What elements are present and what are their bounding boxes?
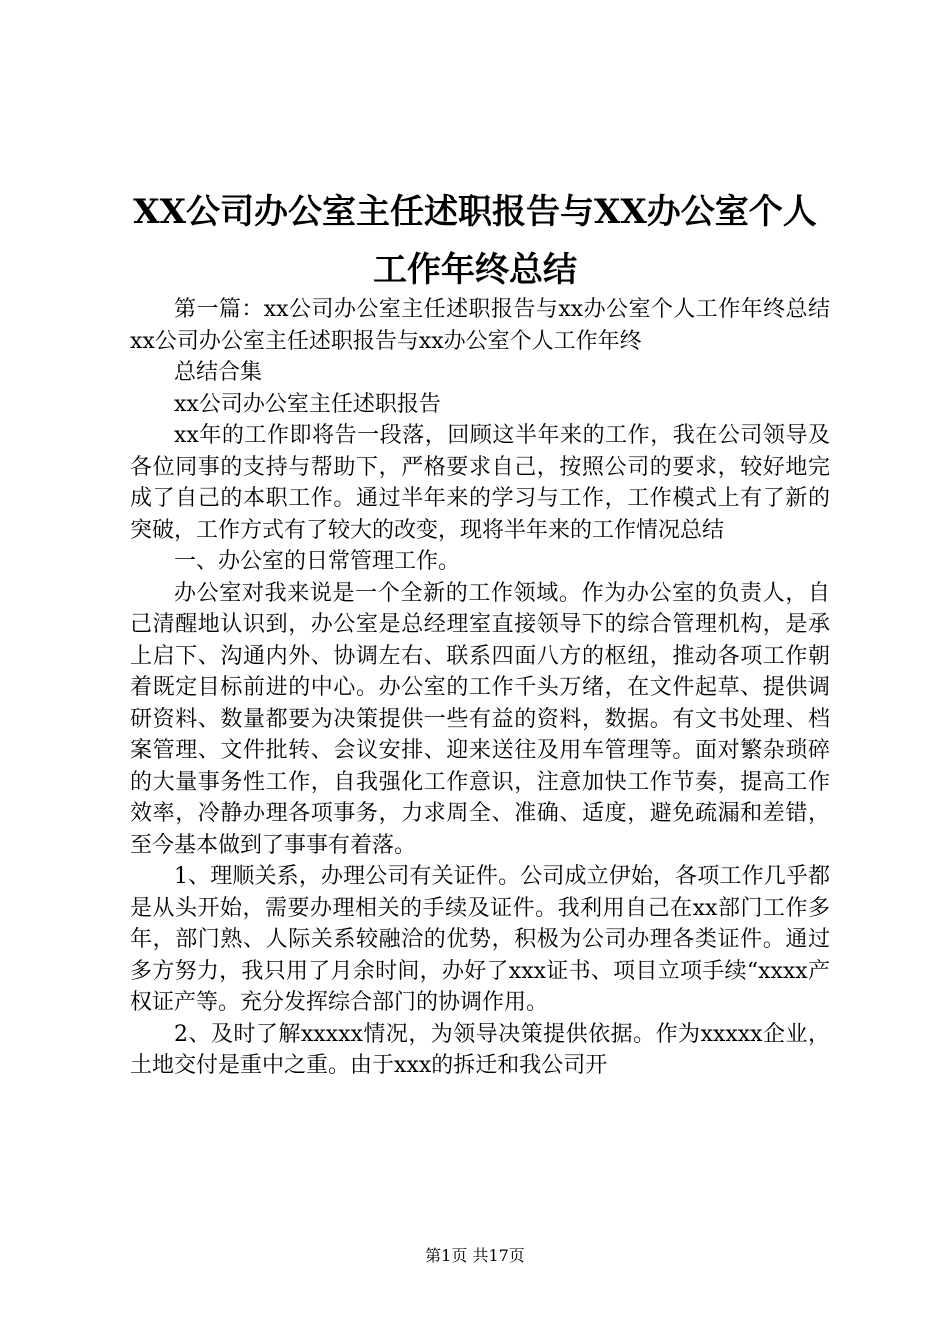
paragraph-item-2: 2、及时了解xxxxx情况，为领导决策提供依据。作为xxxxx企业，土地交付是重中之重。由于xxx的拆迁和我公司开 <box>130 1021 830 1078</box>
paragraph-office-role: 办公室对我来说是一个全新的工作领域。作为办公室的负责人，自己清醒地认识到，办公室是总经理室直接领导下的综合管理机构，是承上启下、沟通内外、协调左右、联系四面八方的枢纽，推动各项工作朝着既定目标前进的中心。办公室的工作千头万绪，在文件起草、提供调研资料、数量都要为决策提供一些有益的资料，数据。有文书处理、档案管理、文件批转、会议安排、迎来送往及用车管理等。面对繁杂琐碎的大量事务性工作，自我强化工作意识，注意加快工作节奏，提高工作效率，冷静办理各项事务，力求周全、准确、适度，避免疏漏和差错，至今基本做到了事事有着落。 <box>130 580 830 858</box>
document-body <box>130 294 830 1082</box>
paragraph-summary: xx年的工作即将告一段落，回顾这半年来的工作，我在公司领导及各位同事的支持与帮助下，严格要求自己，按照公司的要求，较好地完成了自己的本职工作。通过半年来的学习与工作，工作模式上有了新的突破，工作方式有了较大的改变，现将半年来的工作情况总结 <box>130 423 830 543</box>
page-footer: 第1页 共17页 <box>425 1246 525 1265</box>
paragraph-collection: 总结合集 <box>174 360 263 385</box>
paragraph-report-heading: xx公司办公室主任述职报告 <box>174 391 441 417</box>
paragraph-intro: 第一篇：xx公司办公室主任述职报告与xx办公室个人工作年终总结xx公司办公室主任述职报告与xx办公室个人工作年终 <box>130 297 830 354</box>
document-title-line1: XX公司办公室主任述职报告与XX办公室个人 <box>133 192 817 232</box>
paragraph-item-1: 1、理顺关系，办理公司有关证件。公司成立伊始，各项工作几乎都是从头开始，需要办理相关的手续及证件。我利用自己在xx部门工作多年，部门熟、人际关系较融洽的优势，积极为公司办理各类证件。通过多方努力，我只用了月余时间，办好了xxx证书、项目立项手续“xxxx产权证产等。充分发挥综合部门的协调作用。 <box>130 864 830 1015</box>
section-heading-daily-management: 一、办公室的日常管理工作。 <box>174 549 461 574</box>
document-title-line2: 工作年终总结 <box>373 250 577 290</box>
